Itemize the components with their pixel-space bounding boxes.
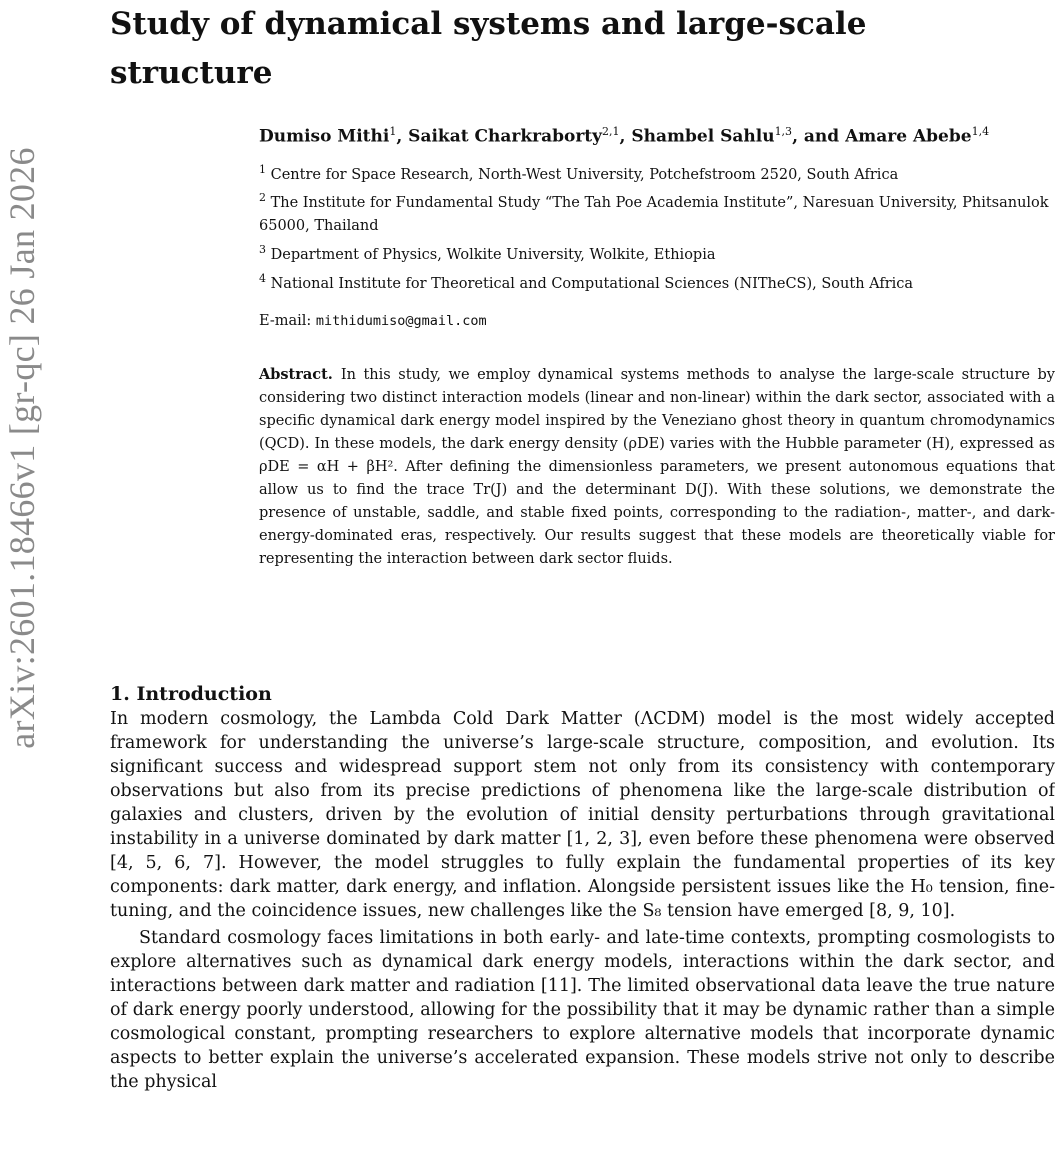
- author-list: [259, 118, 1055, 151]
- affiliation-text: The Institute for Fundamental Study “The Tah Poe Academia Institute”, Naresuan University, Phitsanulok 65000, Thailand: [259, 195, 1049, 235]
- affiliation-text: Department of Physics, Wolkite University, Wolkite, Ethiopia: [270, 247, 716, 264]
- affiliation-number: 4: [259, 272, 266, 286]
- affiliation-item: [259, 267, 1055, 296]
- abstract-text: In this study, we employ dynamical systems methods to analyse the large-scale structure by considering two distinct interaction models (linear and non-linear) within the dark sector, associated with a specific dynamical dark energy model inspired by the Veneziano ghost theory in quantum chromodynamics (QCD). In these models, the dark energy density (ρDE) varies with the Hubble parameter (H), expressed as ρDE = αH + βH². After defining the dimensionless parameters, we present autonomous equations that allow us to find the trace Tr(J) and the determinant D(J). With these solutions, we demonstrate the presence of unstable, saddle, and stable fixed points, corresponding to the radiation-, matter-, and dark-energy-dominated eras, respectively. Our results suggest that these models are theoretically viable for representing the interaction between dark sector fluids.: [259, 366, 1055, 567]
- author-affiliation-mark: 2,1: [602, 125, 620, 138]
- author-affiliation-mark: 1,3: [774, 125, 793, 138]
- front-matter: [259, 118, 1055, 585]
- author-name: Dumiso Mithi: [259, 126, 390, 147]
- paragraph: Standard cosmology faces limitations in both early- and late-time contexts, prompting cosmologists to explore alternatives such as dynamical dark energy models, interactions within the dark sector, and interactions between dark matter and radiation [11]. The limited observational data leave the true nature of dark energy poorly understood, allowing for the possibility that it may be dynamic rather than a simple cosmological constant, prompting researchers to explore alternative models that incorporate dynamic aspects to better explain the universe’s accelerated expansion. These models strive not only to describe the physical: [110, 928, 1055, 1092]
- author-name: Shambel Sahlu: [631, 126, 775, 147]
- affiliation-item: [259, 186, 1055, 238]
- article-body: [110, 681, 1055, 1094]
- author-name: Amare Abebe: [845, 126, 972, 147]
- email-address[interactable]: mithidumiso@gmail.com: [315, 312, 487, 329]
- email-label: E-mail:: [259, 312, 312, 329]
- author-separator: ,: [619, 126, 632, 147]
- affiliation-item: [259, 238, 1055, 267]
- author-affiliation-mark: 1: [389, 125, 397, 138]
- arxiv-identifier: arXiv:2601.18466v1 [gr-qc] 26 Jan 2026: [2, 146, 43, 749]
- abstract-label: Abstract.: [259, 365, 333, 383]
- affiliation-text: National Institute for Theoretical and Computational Sciences (NITheCS), South Africa: [270, 275, 914, 292]
- author-separator: , and: [792, 126, 846, 147]
- affiliation-text: Centre for Space Research, North-West University, Potchefstroom 2520, South Africa: [270, 166, 899, 183]
- author-name: Saikat Charkraborty: [408, 126, 603, 147]
- arxiv-sidebar-stamp: [0, 95, 44, 800]
- abstract: [259, 363, 1055, 571]
- affiliations: [259, 158, 1055, 296]
- affiliation-number: 2: [259, 191, 266, 205]
- affiliation-number: 1: [259, 162, 266, 176]
- section-title: Introduction: [136, 683, 272, 705]
- email-line: [259, 310, 1055, 333]
- author-separator: ,: [396, 126, 409, 147]
- author-affiliation-mark: 1,4: [971, 125, 990, 138]
- affiliation-item: [259, 158, 1055, 187]
- paragraph: In modern cosmology, the Lambda Cold Dark Matter (ΛCDM) model is the most widely accepted framework for understanding the universe’s large-scale structure, composition, and evolution. Its significant success and widespread support stem not only from its consistency with contemporary observations but also from its precise predictions of phenomena like the large-scale distribution of galaxies and clusters, driven by the evolution of initial density perturbations through gravitational instability in a universe dominated by dark matter [1, 2, 3], even before these phenomena were observed [4, 5, 6, 7]. However, the model struggles to fully explain the fundamental properties of its key components: dark matter, dark energy, and inflation. Alongside persistent issues like the H₀ tension, fine-tuning, and the coincidence issues, new challenges like the S₈ tension have emerged [8, 9, 10].: [110, 709, 1055, 921]
- section-number: 1.: [110, 683, 130, 705]
- affiliation-number: 3: [259, 243, 266, 257]
- paper-title: Study of dynamical systems and large-scale structure: [110, 6, 867, 91]
- section-heading-introduction: [110, 681, 1055, 707]
